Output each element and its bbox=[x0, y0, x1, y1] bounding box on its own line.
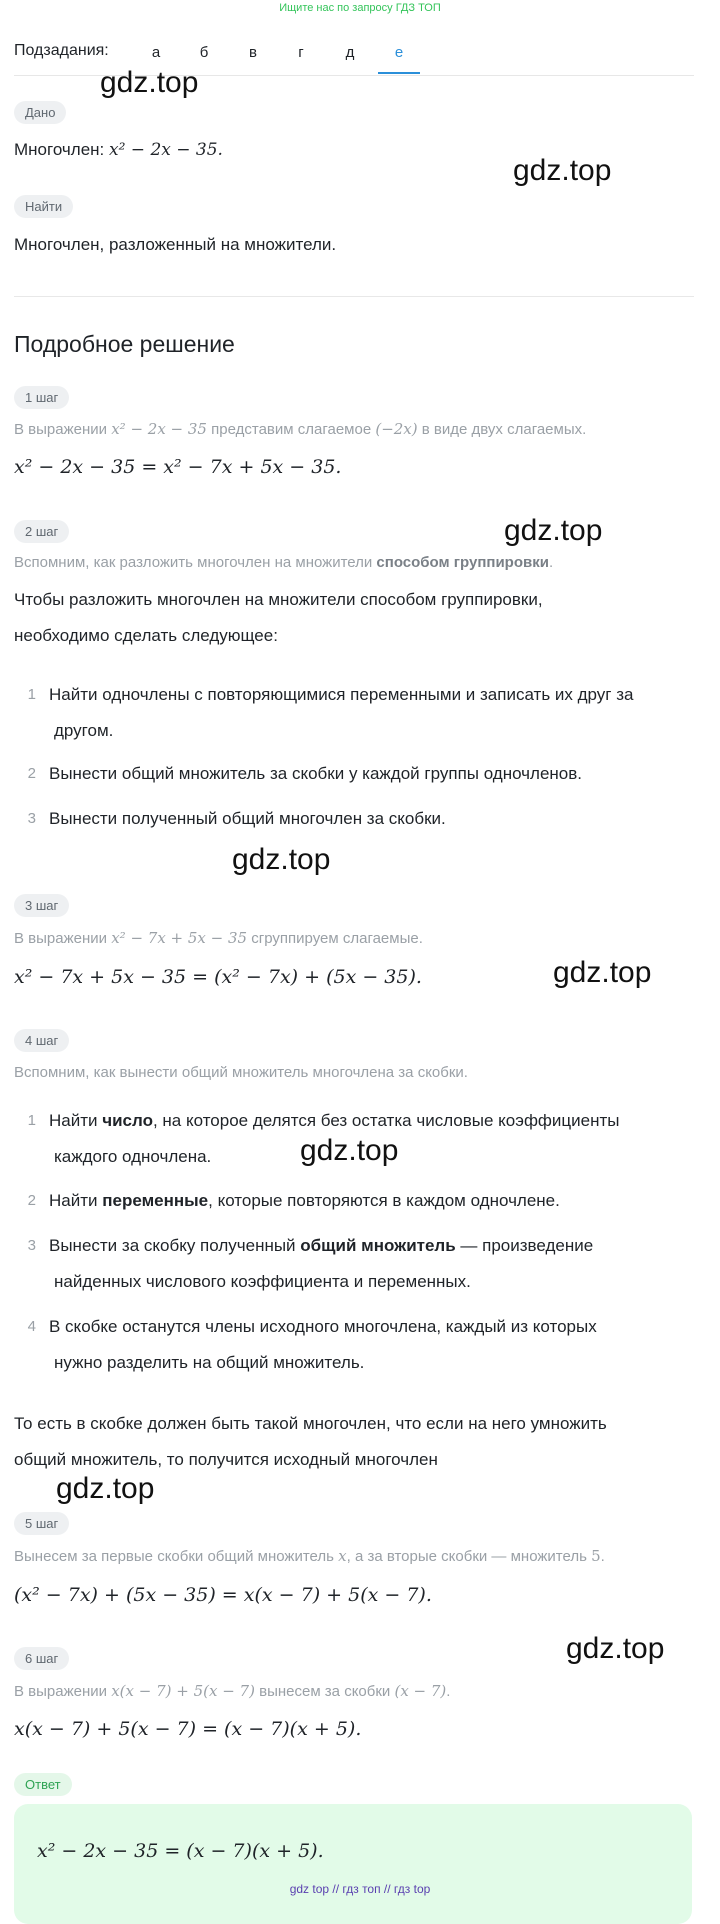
list-number: 3 bbox=[27, 1237, 36, 1254]
list-number: 3 bbox=[27, 810, 36, 827]
step-1-formula: x² − 2x − 35 = x² − 7x + 5x − 35. bbox=[14, 456, 342, 478]
step-6-note-a: В выражении bbox=[14, 1683, 112, 1700]
step-5-note-b: , а за вторые скобки — множитель bbox=[346, 1548, 592, 1565]
watermark: gdz.top bbox=[566, 1632, 665, 1665]
step-5-formula: (x² − 7x) + (5x − 35) = x(x − 7) + 5(x − 7). bbox=[14, 1584, 432, 1606]
step-5-note-a: Вынесем за первые скобки общий множитель bbox=[14, 1548, 339, 1565]
list-item bbox=[49, 1103, 620, 1139]
list-item: Вынести общий множитель за скобки у каждой группы одночленов. bbox=[49, 764, 583, 783]
watermark: gdz.top bbox=[232, 843, 331, 876]
step-3-formula: x² − 7x + 5x − 35 = (x² − 7x) + (5x − 35). bbox=[14, 966, 422, 988]
step-4-para-line1: То есть в скобке должен быть такой многочлен, что если на него умножить bbox=[14, 1414, 607, 1433]
list-item-cont: каждого одночлена. bbox=[54, 1147, 212, 1166]
section-divider bbox=[14, 296, 694, 297]
answer-box bbox=[14, 1804, 692, 1924]
list-item-b: , на которое делятся без остатка числовые коэффициенты bbox=[152, 1111, 620, 1130]
step-6-note-term: (x − 7) bbox=[394, 1682, 447, 1700]
list-item: Найти одночлены с повторяющимися переменными и записать их друг за bbox=[49, 685, 634, 704]
step-2-note-bold: способом группировки bbox=[376, 554, 549, 571]
active-tab-indicator bbox=[378, 72, 420, 74]
step-1-note bbox=[14, 420, 586, 438]
list-item bbox=[49, 1228, 593, 1264]
list-number: 4 bbox=[27, 1318, 36, 1335]
step-2-note-a: Вспомним, как разложить многочлен на множители bbox=[14, 554, 377, 571]
list-item-bold: число bbox=[102, 1111, 153, 1130]
step-6-formula: x(x − 7) + 5(x − 7) = (x − 7)(x + 5). bbox=[14, 1718, 362, 1740]
subtask-tab-a[interactable]: а bbox=[151, 44, 161, 61]
step-2-pill: 2 шаг bbox=[14, 520, 69, 543]
watermark: gdz.top bbox=[300, 1134, 399, 1167]
step-1-note-a: В выражении bbox=[14, 421, 112, 438]
find-text: Многочлен, разложенный на множители. bbox=[14, 235, 337, 254]
given-text bbox=[14, 140, 223, 160]
step-3-note-b: сгруппируем слагаемые. bbox=[247, 930, 423, 947]
subtask-tab-e[interactable]: е bbox=[394, 44, 404, 61]
list-number: 1 bbox=[27, 1112, 36, 1129]
step-4-note: Вспомним, как вынести общий множитель многочлена за скобки. bbox=[14, 1064, 468, 1081]
given-pill: Дано bbox=[14, 101, 66, 124]
subtasks-label: Подзадания: bbox=[14, 42, 109, 59]
step-6-pill: 6 шаг bbox=[14, 1647, 69, 1670]
step-1-note-expr: x² − 2x − 35 bbox=[111, 420, 207, 438]
step-3-note-expr: x² − 7x + 5x − 35 bbox=[111, 929, 248, 947]
subtask-tab-d[interactable]: д bbox=[345, 44, 355, 61]
list-item-cont: найденных числового коэффициента и переменных. bbox=[54, 1272, 471, 1291]
given-label: Многочлен: bbox=[14, 140, 109, 159]
list-number: 1 bbox=[27, 686, 36, 703]
step-1-note-term: (−2x) bbox=[375, 420, 418, 438]
list-item-a: Найти bbox=[49, 1191, 103, 1210]
step-5-note bbox=[14, 1547, 605, 1565]
step-6-note-b: вынесем за скобки bbox=[254, 1683, 395, 1700]
list-number: 2 bbox=[27, 765, 36, 782]
given-formula: x² − 2x − 35. bbox=[108, 140, 223, 160]
subtask-tab-b[interactable]: б bbox=[199, 44, 209, 61]
watermark: gdz.top bbox=[504, 514, 603, 547]
watermark: gdz.top bbox=[56, 1472, 155, 1505]
step-5-pill: 5 шаг bbox=[14, 1512, 69, 1535]
step-2-para-line2: необходимо сделать следующее: bbox=[14, 626, 278, 645]
list-item-bold: общий множитель bbox=[300, 1236, 456, 1255]
list-item-cont: нужно разделить на общий множитель. bbox=[54, 1353, 365, 1372]
watermark: gdz.top bbox=[513, 154, 612, 187]
list-item: Вынести полученный общий многочлен за скобки. bbox=[49, 809, 446, 828]
step-5-note-x: x bbox=[338, 1547, 347, 1565]
step-4-pill: 4 шаг bbox=[14, 1029, 69, 1052]
step-2-para-line1: Чтобы разложить многочлен на множители способом группировки, bbox=[14, 590, 543, 609]
top-search-hint[interactable]: Ищите нас по запросу ГДЗ ТОП bbox=[279, 2, 441, 14]
list-item-b: — произведение bbox=[455, 1236, 594, 1255]
list-item: В скобке останутся члены исходного многочлена, каждый из которых bbox=[49, 1317, 597, 1336]
step-5-note-c: . bbox=[600, 1548, 605, 1565]
step-1-note-b: представим слагаемое bbox=[206, 421, 376, 438]
list-item-a: Найти bbox=[49, 1111, 103, 1130]
step-3-pill: 3 шаг bbox=[14, 894, 69, 917]
step-6-note-c: . bbox=[446, 1683, 451, 1700]
step-2-note-b: . bbox=[548, 554, 554, 571]
subtask-tab-g[interactable]: г bbox=[298, 44, 304, 61]
list-item bbox=[49, 1183, 560, 1219]
step-3-note bbox=[14, 929, 423, 947]
list-item-b: , которые повторяются в каждом одночлене. bbox=[208, 1191, 560, 1210]
list-item-a: Вынести за скобку полученный bbox=[49, 1236, 301, 1255]
answer-formula: x² − 2x − 35 = (x − 7)(x + 5). bbox=[37, 1840, 324, 1862]
step-5-note-5: 5 bbox=[591, 1547, 601, 1565]
find-pill: Найти bbox=[14, 195, 73, 218]
watermark: gdz.top bbox=[100, 66, 199, 99]
step-4-para-line2: общий множитель, то получится исходный многочлен bbox=[14, 1450, 438, 1469]
solution-title: Подробное решение bbox=[14, 331, 235, 357]
bottom-links[interactable]: gdz top // гдз топ // гдз top bbox=[289, 1882, 431, 1896]
subtask-tab-v[interactable]: в bbox=[249, 44, 257, 61]
list-item-cont: другом. bbox=[54, 721, 114, 740]
step-1-note-c: в виде двух слагаемых. bbox=[417, 421, 587, 438]
step-1-pill: 1 шаг bbox=[14, 386, 69, 409]
step-3-note-a: В выражении bbox=[14, 930, 112, 947]
list-item-bold: переменные bbox=[102, 1191, 209, 1210]
answer-pill: Ответ bbox=[14, 1773, 72, 1796]
watermark: gdz.top bbox=[553, 956, 652, 989]
step-2-note bbox=[14, 554, 553, 571]
step-6-note bbox=[14, 1682, 450, 1700]
step-6-note-expr: x(x − 7) + 5(x − 7) bbox=[111, 1682, 255, 1700]
list-number: 2 bbox=[27, 1192, 36, 1209]
